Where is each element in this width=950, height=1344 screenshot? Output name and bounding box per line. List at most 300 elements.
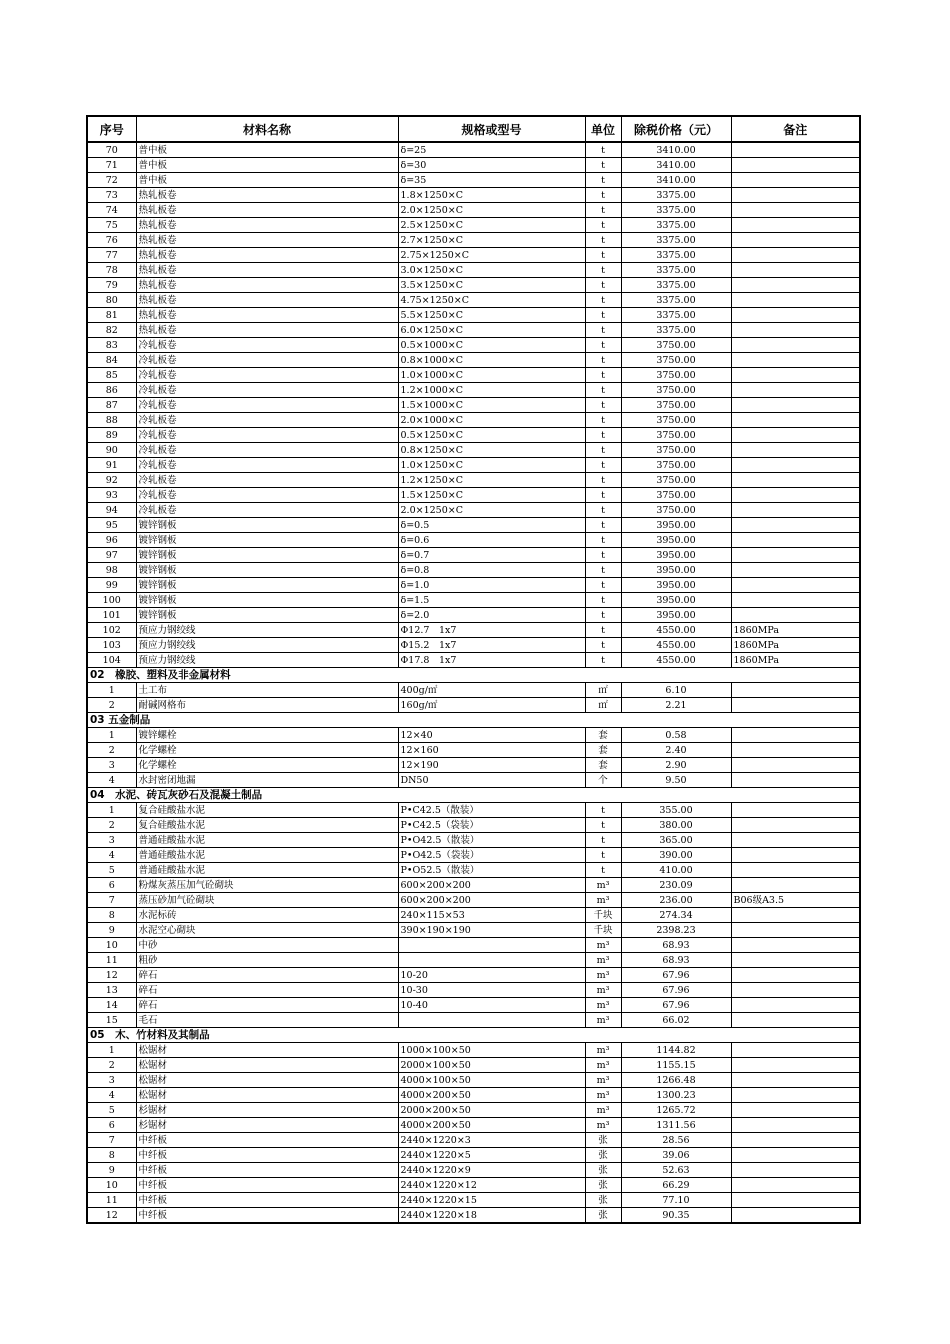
table-row <box>87 308 860 323</box>
serial-number-cell: 84 <box>87 353 136 368</box>
specification-cell: 4000×200×50 <box>398 1088 585 1103</box>
specification-cell: P•O42.5（散装） <box>398 833 585 848</box>
material-name-cell: 复合硅酸盐水泥 <box>136 818 398 833</box>
specification-cell: 1.2×1250×C <box>398 473 585 488</box>
specification-cell: 2440×1220×3 <box>398 1133 585 1148</box>
serial-number-cell: 79 <box>87 278 136 293</box>
remarks-cell <box>731 1178 860 1193</box>
material-name-cell: 预应力钢绞线 <box>136 638 398 653</box>
header-material-name: 材料名称 <box>136 116 398 142</box>
remarks-cell <box>731 533 860 548</box>
table-row <box>87 293 860 308</box>
table-row <box>87 233 860 248</box>
unit-cell: t <box>585 533 621 548</box>
unit-cell: t <box>585 248 621 263</box>
material-name-cell: 复合硅酸盐水泥 <box>136 803 398 818</box>
remarks-cell <box>731 518 860 533</box>
material-name-cell: 冷轧板卷 <box>136 458 398 473</box>
material-name-cell: 粉煤灰蒸压加气砼砌块 <box>136 878 398 893</box>
material-name-cell: 冷轧板卷 <box>136 473 398 488</box>
serial-number-cell: 1 <box>87 1043 136 1058</box>
unit-cell: m³ <box>585 878 621 893</box>
unit-cell: t <box>585 818 621 833</box>
serial-number-cell: 11 <box>87 1193 136 1208</box>
remarks-cell <box>731 728 860 743</box>
serial-number-cell: 92 <box>87 473 136 488</box>
specification-cell: 0.8×1250×C <box>398 443 585 458</box>
table-row <box>87 338 860 353</box>
table-row <box>87 608 860 623</box>
material-name-cell: 热轧板卷 <box>136 263 398 278</box>
serial-number-cell: 9 <box>87 1163 136 1178</box>
table-row <box>87 398 860 413</box>
category-title: 03 五金制品 <box>87 713 860 728</box>
specification-cell: 1.0×1000×C <box>398 368 585 383</box>
table-row <box>87 368 860 383</box>
remarks-cell <box>731 563 860 578</box>
unit-cell: t <box>585 203 621 218</box>
unit-cell: t <box>585 323 621 338</box>
material-name-cell: 松锯材 <box>136 1088 398 1103</box>
unit-cell: t <box>585 338 621 353</box>
material-name-cell: 耐碱网格布 <box>136 698 398 713</box>
header-remarks: 备注 <box>731 116 860 142</box>
price-cell: 3375.00 <box>621 203 731 218</box>
remarks-cell <box>731 1193 860 1208</box>
unit-cell: t <box>585 383 621 398</box>
price-cell: 3750.00 <box>621 428 731 443</box>
material-name-cell: 碎石 <box>136 998 398 1013</box>
material-name-cell: 热轧板卷 <box>136 293 398 308</box>
table-row <box>87 593 860 608</box>
table-row <box>87 383 860 398</box>
serial-number-cell: 90 <box>87 443 136 458</box>
material-name-cell: 冷轧板卷 <box>136 503 398 518</box>
serial-number-cell: 95 <box>87 518 136 533</box>
specification-cell: P•O52.5（散装） <box>398 863 585 878</box>
serial-number-cell: 94 <box>87 503 136 518</box>
unit-cell: t <box>585 563 621 578</box>
unit-cell: t <box>585 158 621 173</box>
price-cell: 3750.00 <box>621 488 731 503</box>
remarks-cell <box>731 1148 860 1163</box>
price-cell: 1265.72 <box>621 1103 731 1118</box>
specification-cell: 12×160 <box>398 743 585 758</box>
material-name-cell: 普中板 <box>136 142 398 158</box>
price-cell: 390.00 <box>621 848 731 863</box>
material-name-cell: 碎石 <box>136 968 398 983</box>
serial-number-cell: 6 <box>87 1118 136 1133</box>
material-name-cell: 热轧板卷 <box>136 188 398 203</box>
price-cell: 3375.00 <box>621 293 731 308</box>
remarks-cell <box>731 308 860 323</box>
serial-number-cell: 2 <box>87 818 136 833</box>
unit-cell: m³ <box>585 1118 621 1133</box>
serial-number-cell: 9 <box>87 923 136 938</box>
remarks-cell <box>731 938 860 953</box>
material-name-cell: 中纤板 <box>136 1163 398 1178</box>
table-row <box>87 548 860 563</box>
specification-cell: 4000×100×50 <box>398 1073 585 1088</box>
material-name-cell: 水泥标砖 <box>136 908 398 923</box>
serial-number-cell: 2 <box>87 1058 136 1073</box>
material-name-cell: 冷轧板卷 <box>136 443 398 458</box>
remarks-cell <box>731 908 860 923</box>
table-row <box>87 263 860 278</box>
remarks-cell <box>731 1088 860 1103</box>
serial-number-cell: 3 <box>87 833 136 848</box>
unit-cell: 张 <box>585 1208 621 1224</box>
price-cell: 68.93 <box>621 953 731 968</box>
specification-cell: P•C42.5（散装） <box>398 803 585 818</box>
remarks-cell <box>731 398 860 413</box>
serial-number-cell: 81 <box>87 308 136 323</box>
table-row <box>87 758 860 773</box>
material-name-cell: 化学螺栓 <box>136 758 398 773</box>
price-cell: 3375.00 <box>621 218 731 233</box>
remarks-cell <box>731 158 860 173</box>
unit-cell: 张 <box>585 1178 621 1193</box>
category-title: 05 木、竹材料及其制品 <box>87 1028 860 1043</box>
unit-cell: m³ <box>585 1073 621 1088</box>
table-row <box>87 518 860 533</box>
unit-cell: t <box>585 848 621 863</box>
remarks-cell <box>731 548 860 563</box>
price-cell: 90.35 <box>621 1208 731 1224</box>
serial-number-cell: 5 <box>87 1103 136 1118</box>
serial-number-cell: 1 <box>87 683 136 698</box>
serial-number-cell: 87 <box>87 398 136 413</box>
table-row <box>87 878 860 893</box>
specification-cell: 2440×1220×5 <box>398 1148 585 1163</box>
material-name-cell: 冷轧板卷 <box>136 338 398 353</box>
unit-cell: m³ <box>585 1043 621 1058</box>
specification-cell: δ=30 <box>398 158 585 173</box>
specification-cell: δ=1.5 <box>398 593 585 608</box>
material-name-cell: 毛石 <box>136 1013 398 1028</box>
header-unit: 单位 <box>585 116 621 142</box>
table-row <box>87 142 860 158</box>
remarks-cell <box>731 773 860 788</box>
remarks-cell <box>731 833 860 848</box>
serial-number-cell: 4 <box>87 848 136 863</box>
table-row <box>87 353 860 368</box>
material-name-cell: 粗砂 <box>136 953 398 968</box>
unit-cell: t <box>585 833 621 848</box>
remarks-cell <box>731 743 860 758</box>
price-cell: 3750.00 <box>621 368 731 383</box>
remarks-cell: B06级A3.5 <box>731 893 860 908</box>
table-row <box>87 158 860 173</box>
table-row <box>87 773 860 788</box>
specification-cell: 2000×200×50 <box>398 1103 585 1118</box>
serial-number-cell: 97 <box>87 548 136 563</box>
specification-cell: 1.8×1250×C <box>398 188 585 203</box>
material-name-cell: 中纤板 <box>136 1148 398 1163</box>
material-name-cell: 镀锌钢板 <box>136 563 398 578</box>
material-name-cell: 冷轧板卷 <box>136 488 398 503</box>
unit-cell: t <box>585 638 621 653</box>
serial-number-cell: 74 <box>87 203 136 218</box>
specification-cell: 1.0×1250×C <box>398 458 585 473</box>
serial-number-cell: 75 <box>87 218 136 233</box>
material-name-cell: 冷轧板卷 <box>136 428 398 443</box>
specification-cell: 2.0×1250×C <box>398 203 585 218</box>
specification-cell: Φ17.8 1x7 <box>398 653 585 668</box>
price-cell: 67.96 <box>621 998 731 1013</box>
price-cell: 39.06 <box>621 1148 731 1163</box>
price-cell: 274.34 <box>621 908 731 923</box>
specification-cell: 2440×1220×15 <box>398 1193 585 1208</box>
unit-cell: m³ <box>585 953 621 968</box>
unit-cell: 个 <box>585 773 621 788</box>
price-cell: 380.00 <box>621 818 731 833</box>
table-row <box>87 488 860 503</box>
table-row <box>87 818 860 833</box>
serial-number-cell: 4 <box>87 1088 136 1103</box>
specification-cell: 2.0×1000×C <box>398 413 585 428</box>
table-row <box>87 458 860 473</box>
table-row <box>87 323 860 338</box>
material-name-cell: 水封密闭地漏 <box>136 773 398 788</box>
price-cell: 66.02 <box>621 1013 731 1028</box>
material-name-cell: 中纤板 <box>136 1193 398 1208</box>
remarks-cell <box>731 1058 860 1073</box>
unit-cell: t <box>585 218 621 233</box>
serial-number-cell: 11 <box>87 953 136 968</box>
material-name-cell: 冷轧板卷 <box>136 353 398 368</box>
specification-cell: 4000×200×50 <box>398 1118 585 1133</box>
unit-cell: ㎡ <box>585 683 621 698</box>
unit-cell: 千块 <box>585 923 621 938</box>
table-row <box>87 563 860 578</box>
serial-number-cell: 7 <box>87 1133 136 1148</box>
unit-cell: m³ <box>585 1013 621 1028</box>
unit-cell: t <box>585 443 621 458</box>
remarks-cell <box>731 1133 860 1148</box>
specification-cell <box>398 953 585 968</box>
table-row <box>87 203 860 218</box>
specification-cell: 5.5×1250×C <box>398 308 585 323</box>
remarks-cell <box>731 1208 860 1224</box>
price-sheet <box>86 115 859 1224</box>
remarks-cell <box>731 248 860 263</box>
unit-cell: t <box>585 413 621 428</box>
table-row <box>87 1043 860 1058</box>
remarks-cell <box>731 803 860 818</box>
table-row <box>87 1013 860 1028</box>
unit-cell: m³ <box>585 938 621 953</box>
serial-number-cell: 4 <box>87 773 136 788</box>
unit-cell: m³ <box>585 983 621 998</box>
table-row <box>87 218 860 233</box>
material-name-cell: 普通硅酸盐水泥 <box>136 848 398 863</box>
price-cell: 1311.56 <box>621 1118 731 1133</box>
remarks-cell: 1860MPa <box>731 638 860 653</box>
serial-number-cell: 91 <box>87 458 136 473</box>
price-cell: 355.00 <box>621 803 731 818</box>
unit-cell: t <box>585 188 621 203</box>
price-cell: 3750.00 <box>621 398 731 413</box>
serial-number-cell: 96 <box>87 533 136 548</box>
category-title: 04 水泥、砖瓦灰砂石及混凝土制品 <box>87 788 860 803</box>
unit-cell: t <box>585 293 621 308</box>
price-cell: 3950.00 <box>621 563 731 578</box>
specification-cell: 2440×1220×12 <box>398 1178 585 1193</box>
serial-number-cell: 5 <box>87 863 136 878</box>
serial-number-cell: 77 <box>87 248 136 263</box>
table-row <box>87 473 860 488</box>
remarks-cell <box>731 863 860 878</box>
table-row <box>87 623 860 638</box>
material-name-cell: 镀锌钢板 <box>136 578 398 593</box>
unit-cell: t <box>585 803 621 818</box>
remarks-cell <box>731 473 860 488</box>
material-name-cell: 镀锌螺栓 <box>136 728 398 743</box>
price-cell: 3750.00 <box>621 413 731 428</box>
specification-cell: 1000×100×50 <box>398 1043 585 1058</box>
material-name-cell: 普通硅酸盐水泥 <box>136 863 398 878</box>
price-cell: 3950.00 <box>621 593 731 608</box>
material-name-cell: 中纤板 <box>136 1208 398 1224</box>
specification-cell: 600×200×200 <box>398 893 585 908</box>
specification-cell: 3.0×1250×C <box>398 263 585 278</box>
material-name-cell: 中砂 <box>136 938 398 953</box>
price-cell: 365.00 <box>621 833 731 848</box>
unit-cell: t <box>585 428 621 443</box>
unit-cell: t <box>585 263 621 278</box>
serial-number-cell: 3 <box>87 1073 136 1088</box>
price-cell: 236.00 <box>621 893 731 908</box>
material-name-cell: 镀锌钢板 <box>136 518 398 533</box>
remarks-cell <box>731 383 860 398</box>
serial-number-cell: 3 <box>87 758 136 773</box>
serial-number-cell: 1 <box>87 803 136 818</box>
material-name-cell: 镀锌钢板 <box>136 548 398 563</box>
table-row <box>87 248 860 263</box>
unit-cell: t <box>585 233 621 248</box>
remarks-cell <box>731 578 860 593</box>
remarks-cell <box>731 338 860 353</box>
unit-cell: ㎡ <box>585 698 621 713</box>
serial-number-cell: 85 <box>87 368 136 383</box>
serial-number-cell: 99 <box>87 578 136 593</box>
table-row <box>87 1103 860 1118</box>
material-name-cell: 松锯材 <box>136 1043 398 1058</box>
table-row <box>87 1163 860 1178</box>
table-row <box>87 728 860 743</box>
price-cell: 3750.00 <box>621 353 731 368</box>
table-row <box>87 863 860 878</box>
material-name-cell: 热轧板卷 <box>136 323 398 338</box>
serial-number-cell: 83 <box>87 338 136 353</box>
material-name-cell: 松锯材 <box>136 1073 398 1088</box>
unit-cell: m³ <box>585 1103 621 1118</box>
header-price-ex-tax: 除税价格（元） <box>621 116 731 142</box>
table-row <box>87 1088 860 1103</box>
specification-cell: 2000×100×50 <box>398 1058 585 1073</box>
serial-number-cell: 10 <box>87 938 136 953</box>
remarks-cell <box>731 953 860 968</box>
specification-cell: 10-20 <box>398 968 585 983</box>
table-row <box>87 578 860 593</box>
remarks-cell <box>731 1103 860 1118</box>
serial-number-cell: 86 <box>87 383 136 398</box>
material-name-cell: 松锯材 <box>136 1058 398 1073</box>
serial-number-cell: 2 <box>87 743 136 758</box>
table-row <box>87 698 860 713</box>
table-row <box>87 848 860 863</box>
serial-number-cell: 13 <box>87 983 136 998</box>
price-cell: 0.58 <box>621 728 731 743</box>
remarks-cell <box>731 458 860 473</box>
specification-cell: Φ15.2 1x7 <box>398 638 585 653</box>
specification-cell: 6.0×1250×C <box>398 323 585 338</box>
specification-cell: 0.8×1000×C <box>398 353 585 368</box>
remarks-cell <box>731 353 860 368</box>
price-cell: 3750.00 <box>621 383 731 398</box>
material-name-cell: 蒸压砂加气砼砌块 <box>136 893 398 908</box>
serial-number-cell: 2 <box>87 698 136 713</box>
material-name-cell: 土工布 <box>136 683 398 698</box>
material-name-cell: 热轧板卷 <box>136 218 398 233</box>
remarks-cell <box>731 188 860 203</box>
serial-number-cell: 8 <box>87 1148 136 1163</box>
material-name-cell: 水泥空心砌块 <box>136 923 398 938</box>
unit-cell: 套 <box>585 743 621 758</box>
serial-number-cell: 88 <box>87 413 136 428</box>
price-cell: 6.10 <box>621 683 731 698</box>
price-cell: 230.09 <box>621 878 731 893</box>
material-name-cell: 普通硅酸盐水泥 <box>136 833 398 848</box>
specification-cell: δ=0.7 <box>398 548 585 563</box>
unit-cell: m³ <box>585 893 621 908</box>
remarks-cell <box>731 263 860 278</box>
specification-cell: DN50 <box>398 773 585 788</box>
remarks-cell <box>731 368 860 383</box>
header-specification: 规格或型号 <box>398 116 585 142</box>
serial-number-cell: 6 <box>87 878 136 893</box>
specification-cell: 10-40 <box>398 998 585 1013</box>
price-cell: 3375.00 <box>621 248 731 263</box>
price-cell: 52.63 <box>621 1163 731 1178</box>
remarks-cell <box>731 983 860 998</box>
material-name-cell: 镀锌钢板 <box>136 608 398 623</box>
unit-cell: m³ <box>585 968 621 983</box>
unit-cell: t <box>585 308 621 323</box>
price-cell: 3950.00 <box>621 608 731 623</box>
price-cell: 4550.00 <box>621 653 731 668</box>
specification-cell: 1.5×1000×C <box>398 398 585 413</box>
specification-cell: 2.5×1250×C <box>398 218 585 233</box>
table-header-row <box>87 116 860 142</box>
material-name-cell: 预应力钢绞线 <box>136 653 398 668</box>
specification-cell: 2440×1220×9 <box>398 1163 585 1178</box>
specification-cell: δ=25 <box>398 142 585 158</box>
price-cell: 3750.00 <box>621 443 731 458</box>
unit-cell: t <box>585 593 621 608</box>
price-cell: 2.40 <box>621 743 731 758</box>
serial-number-cell: 104 <box>87 653 136 668</box>
table-row <box>87 968 860 983</box>
price-cell: 28.56 <box>621 1133 731 1148</box>
remarks-cell <box>731 503 860 518</box>
specification-cell: 390×190×190 <box>398 923 585 938</box>
specification-cell: 12×40 <box>398 728 585 743</box>
serial-number-cell: 80 <box>87 293 136 308</box>
unit-cell: t <box>585 473 621 488</box>
remarks-cell <box>731 818 860 833</box>
